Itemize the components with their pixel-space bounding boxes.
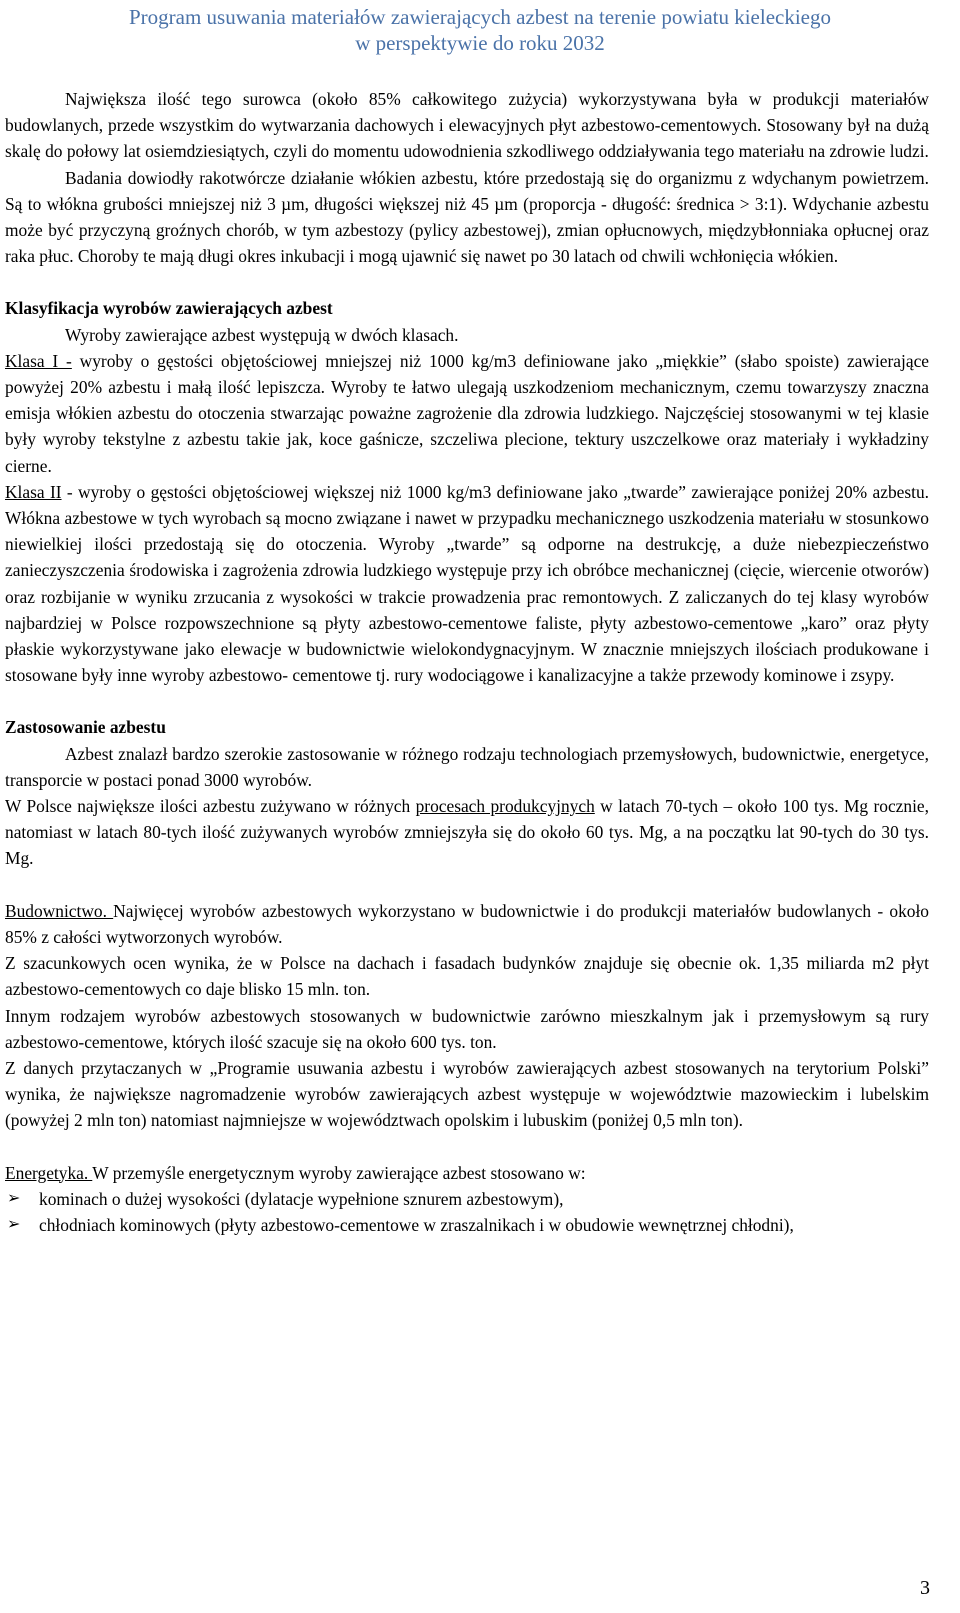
classification-intro: Wyroby zawierające azbest występują w dwóch klasach. (65, 324, 459, 345)
body-text (5, 86, 929, 1238)
arrow-bullet-icon: ➢ (7, 1215, 21, 1233)
construction-paragraph-3: Innym rodzajem wyrobów azbestowych stosowanych w budownictwie zarówno mieszkalnym jak i przemysłowym są rury azbestowo-cementowe, których ilość szacuje się na około 600 tys. ton. (5, 1005, 929, 1052)
class-2-label: Klasa II (5, 481, 62, 502)
construction-paragraph-1: Budownictwo. Najwięcej wyrobów azbestowych wykorzystano w budownictwie i do produkcji materiałów budowlanych - około 85% z całości wytworzonych wyrobów. (5, 900, 929, 947)
usage-paragraph-2: W Polsce największe ilości azbestu zużywano w różnych procesach produkcyjnych w latach 70-tych – około 100 tys. Mg rocznie, natomiast w latach 80-tych ilość zużywanych wyrobów zmniejszyła się do około 60 tys. Mg, a na początku lat 90-tych do 30 tys. Mg. (5, 796, 929, 869)
class-2-paragraph (5, 479, 929, 689)
spacer (5, 269, 929, 295)
classification-heading: Klasyfikacja wyrobów zawierających azbest (5, 298, 333, 319)
construction-label: Budownictwo. (5, 900, 114, 921)
class-1-text: wyroby o gęstości objętościowej mniejszej niż 1000 kg/m3 definiowane jako „miękkie” (słabo spoiste) zawierające powyżej 20% azbestu i małą ilość lepiszcza. Wyroby te łatwo ulegają uszkodzeniom mechanicznym, czemu towarzyszy znaczna emisja włókien azbestu do otoczenia stwarzając poważne zagrożenie dla zdrowia ludzkiego. Najczęściej stosowanymi w tej klasie były wyroby tekstylne z azbestu takie jak, koce gaśnicze, szczeliwa plecione, tektury uszczelkowe oraz materiały i wykładziny cierne. (5, 350, 930, 476)
construction-paragraph-4: Z danych przytaczanych w „Programie usuwania azbestu i wyrobów zawierających azbest stosowanych na terytorium Polski” wynika, że największe nagromadzenie wyrobów zawierających azbest występuje w województwie mazowieckim i lubelskim (powyżej 2 mln ton) natomiast najmniejsze w województwach opolskim i lubuskim (poniżej 0,5 mln ton). (5, 1057, 929, 1131)
list-item: ➢ kominach o dużej wysokości (dylatacje wypełnione sznurem azbestowym), (5, 1186, 929, 1212)
class-2-text: - wyroby o gęstości objętościowej większej niż 1000 kg/m3 definiowane jako „twarde” zawierające poniżej 20% azbestu. Włókna azbestowe w tych wyrobach są mocno związane i nawet w przypadku mechanicznego uszkodzenia materiału w stosunkowo niewielkiej ilości przedostają się do otoczenia. Wyroby „twarde” są odporne na destrukcję, a duże niebezpieczeństwo zanieczyszczenia środowiska i zagrożenia zdrowia ludzkiego występuje przy ich obróbce mechanicznej (cięcie, wiercenie otworów) oraz rozbijanie w wyniku zrzucania z wysokości w trakcie prowadzenia prac remontowych. Z zaliczanych do tej klasy wyrobów najbardziej w Polsce rozpowszechnione są płyty azbestowo-cementowe faliste, płyty azbestowo-cementowe „karo” oraz płyty płaskie wykorzystywane jako elewacje w budownictwie wielokondygnacyjnym. W znacznie mniejszych ilościach produkowane i stosowane były inne wyroby azbestowo- cementowe tj. rury wodociągowe i kanalizacyjne a także przewody kominowe i zsypy. (5, 481, 929, 686)
arrow-bullet-icon: ➢ (7, 1189, 21, 1207)
intro-paragraph-1: Największa ilość tego surowca (około 85% całkowitego zużycia) wykorzystywana była w produkcji materiałów budowlanych, przede wszystkim do wytwarzania dachowych i elewacyjnych płyt azbestowo-cementowych. Stosowany był na dużą skalę do połowy lat osiemdziesiątych, czyli do momentu udowodnienia szkodliwego oddziaływania tego materiału na zdrowie ludzi. (5, 89, 929, 162)
spacer (5, 688, 929, 714)
construction-paragraph-2: Z szacunkowych ocen wynika, że w Polsce na dachach i fasadach budynków znajduje się obecnie ok. 1,35 miliarda m2 płyt azbestowo-cementowych co daje blisko 15 mln. ton. (5, 953, 929, 1000)
energy-list (5, 1186, 929, 1238)
energy-label: Energetyka. (5, 1162, 93, 1183)
energy-paragraph: Energetyka. W przemyśle energetycznym wyroby zawierające azbest stosowano w: (5, 1162, 586, 1183)
usage-heading: Zastosowanie azbestu (5, 717, 166, 738)
production-processes-link[interactable]: procesach produkcyjnych (415, 796, 595, 817)
header-line-1: Program usuwania materiałów zawierających azbest na terenie powiatu kieleckiego (128, 5, 832, 29)
usage-paragraph-1: Azbest znalazł bardzo szerokie zastosowanie w różnego rodzaju technologiach przemysłowych, budownictwie, energetyce, transporcie w postaci ponad 3000 wyrobów. (5, 743, 929, 790)
class-1-paragraph (5, 348, 929, 479)
spacer (5, 872, 929, 898)
page-number: 3 (920, 1577, 930, 1599)
running-header (0, 0, 960, 56)
spacer (5, 1134, 929, 1160)
list-item: ➢ chłodniach kominowych (płyty azbestowo-cementowe w zraszalnikach i w obudowie wewnętrznej chłodni), (5, 1212, 929, 1238)
intro-paragraph-2: Badania dowiodły rakotwórcze działanie włókien azbestu, które przedostają się do organizmu z wdychanym powietrzem. Są to włókna grubości mniejszej niż 3 µm, długości większej niż 45 µm (proporcja - długość: średnica > 3:1). Wdychanie azbestu może być przyczyną groźnych chorób, w tym azbestozy (pylicy azbestowej), zmian opłucnowych, międzybłonniaka opłucnej oraz raka płuc. Choroby te mają długi okres inkubacji i mogą ujawnić się nawet po 30 latach od chwili wchłonięcia włókien. (5, 167, 929, 267)
class-1-label: Klasa I - (5, 350, 72, 371)
header-line-2: w perspektywie do roku 2032 (355, 31, 605, 55)
